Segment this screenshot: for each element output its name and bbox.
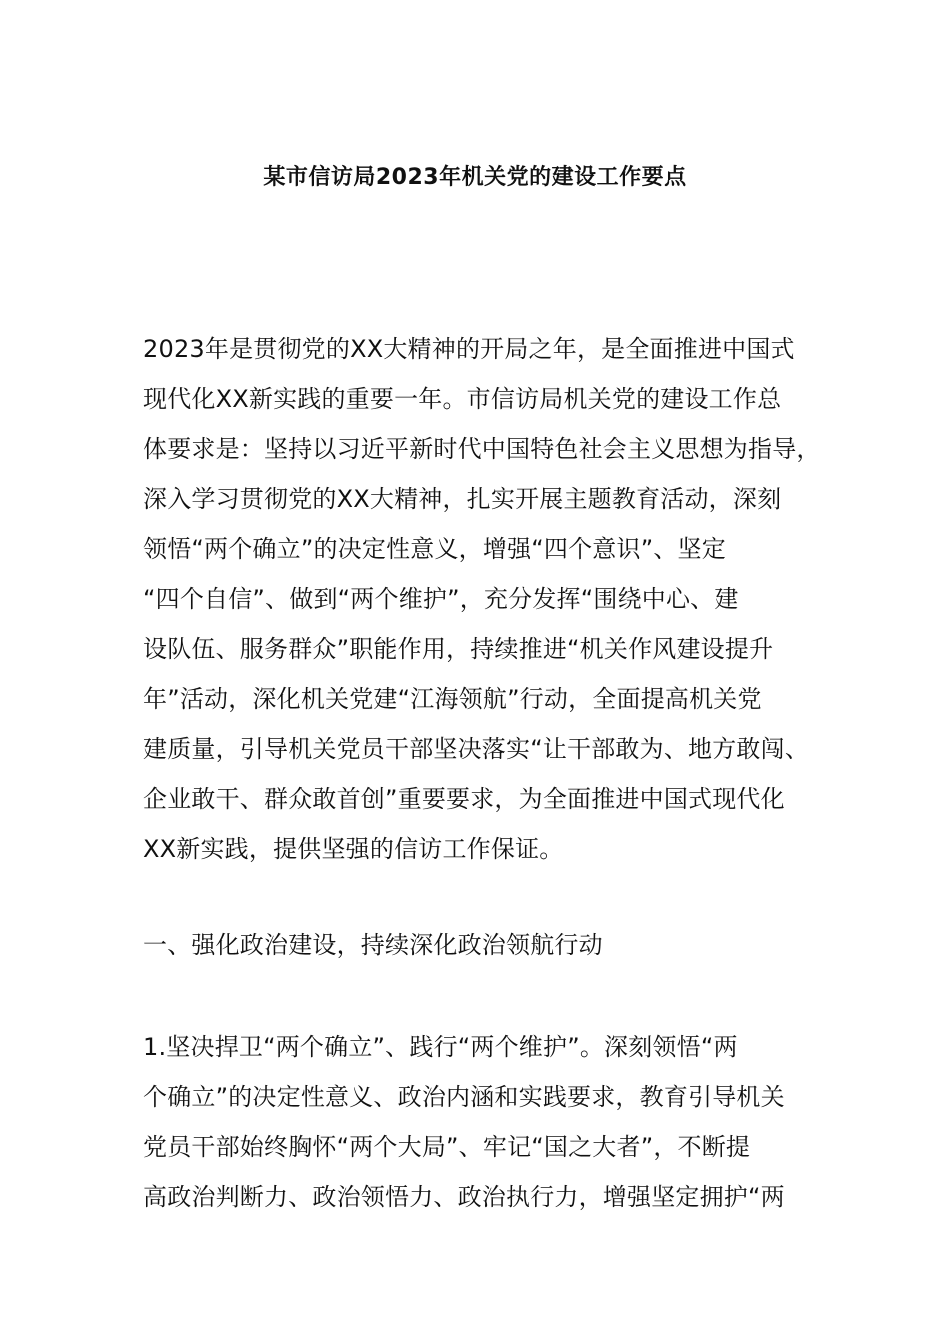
intro-line: 体要求是：坚持以习近平新时代中国特色社会主义思想为指导， [143, 435, 821, 463]
item-line: 1.坚决捍卫“两个确立”、践行“两个维护”。深刻领悟“两 [143, 1033, 738, 1061]
intro-line: 2023年是贯彻党的XX大精神的开局之年，是全面推进中国式 [143, 335, 795, 363]
intro-line: 年”活动，深化机关党建“江海领航”行动，全面提高机关党 [143, 685, 762, 713]
intro-line: 现代化XX新实践的重要一年。市信访局机关党的建设工作总 [143, 385, 782, 413]
intro-line: 设队伍、服务群众”职能作用，持续推进“机关作风建设提升 [143, 635, 774, 663]
intro-line: “四个自信”、做到“两个维护”，充分发挥“围绕中心、建 [143, 585, 739, 613]
intro-line: 领悟“两个确立”的决定性意义，增强“四个意识”、坚定 [143, 535, 726, 563]
section-heading: 一、强化政治建设，持续深化政治领航行动 [143, 931, 603, 959]
document-title: 某市信访局2023年机关党的建设工作要点 [263, 165, 687, 190]
item-line: 高政治判断力、政治领悟力、政治执行力，增强坚定拥护“两 [143, 1183, 785, 1211]
intro-line: 企业敢干、群众敢首创”重要要求，为全面推进中国式现代化 [143, 785, 785, 813]
intro-line: 深入学习贯彻党的XX大精神，扎实开展主题教育活动，深刻 [143, 485, 782, 513]
intro-line: 建质量，引导机关党员干部坚决落实“让干部敢为、地方敢闯、 [143, 735, 810, 763]
item-line: 个确立”的决定性意义、政治内涵和实践要求，教育引导机关 [143, 1083, 785, 1111]
item-line: 党员干部始终胸怀“两个大局”、牢记“国之大者”，不断提 [143, 1133, 751, 1161]
intro-line: XX新实践，提供坚强的信访工作保证。 [143, 835, 564, 863]
